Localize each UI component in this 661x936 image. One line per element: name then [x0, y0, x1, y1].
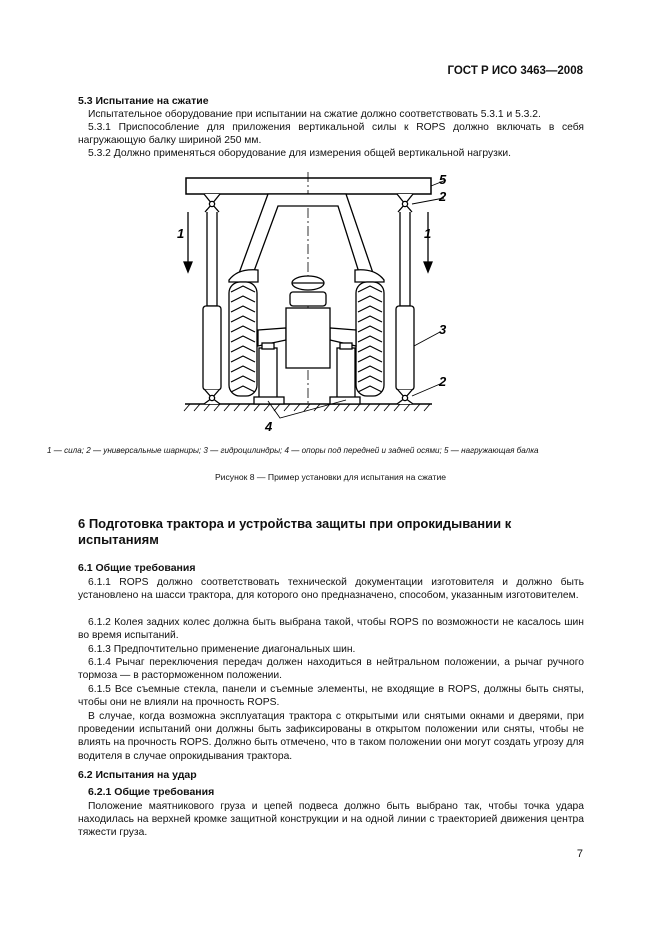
- paragraph-6-1-1: 6.1.1 ROPS должно соответствовать технической документации изготовителя и должно быть установлено на шасси трактора, для которого оно предназначено, способом, указанным изготовителем.: [78, 577, 584, 602]
- paragraph-6-1-5: 6.1.5 Все съемные стекла, панели и съемные элементы, не входящие в ROPS, должны быть сняты, чтобы они не влияли на прочность ROPS.: [78, 684, 584, 709]
- paragraph-6-1-2: 6.1.2 Колея задних колес должна быть выбрана такой, чтобы ROPS по возможности не касалось шин во время испытаний.: [78, 617, 584, 642]
- right-hydraulic-cylinder: [396, 306, 414, 390]
- paragraph-6-1-5-continued: В случае, когда возможна эксплуатация трактора с открытыми или снятыми окнами и дверями, при проведении испытаний они должны быть зафиксированы в открытом положении или сняты, чтобы не влиять на прочность ROPS. Должно быть отмечено, что в таком положении они могут создать угрозу для водителя в случае опрокидывания трактора.: [78, 711, 584, 762]
- right-rear-tyre: [356, 282, 384, 396]
- section-5-3-heading: 5.3 Испытание на сжатие: [78, 95, 209, 107]
- figure-caption: Рисунок 8 — Пример установки для испытания на сжатие: [214, 472, 447, 482]
- paragraph-6-2-1: Положение маятникового груза и цепей подвеса должно быть выбрано так, чтобы точка удара находилась на верхней кромке защитной конструкции и на одной линии с траекторией движения центра тяжести груза.: [78, 801, 584, 839]
- callout-2-bottom: 2: [439, 374, 447, 389]
- section-5-3-intro: Испытательное оборудование при испытании на сжатие должно соответствовать 5.3.1 и 5.3.2.: [88, 109, 541, 120]
- callout-4: 4: [265, 419, 273, 434]
- left-axle-support: [259, 348, 277, 398]
- callout-1-right: 1: [424, 226, 432, 241]
- paragraph-5-3-2: 5.3.2 Должно применяться оборудование для измерения общей вертикальной нагрузки.: [88, 148, 511, 159]
- section-6-heading: 6 Подготовка трактора и устройства защиты при опрокидывании к испытаниям: [78, 516, 512, 547]
- ground-hatching: [184, 404, 430, 411]
- paragraph-6-1-4: 6.1.4 Рычаг переключения передач должен находиться в нейтральном положении, а рычаг ручного тормоза — в расторможенном положении.: [78, 657, 584, 682]
- callout-2-top: 2: [439, 189, 447, 204]
- rops-frame: [238, 194, 374, 282]
- left-rear-tyre: [229, 282, 257, 396]
- page-number: 7: [576, 848, 583, 860]
- callout-1-left: 1: [177, 226, 185, 241]
- callout-3: 3: [439, 322, 447, 337]
- section-6-1-heading: 6.1 Общие требования: [78, 562, 196, 574]
- document-header: ГОСТ Р ИСО 3463—2008: [447, 65, 583, 77]
- left-cylinder-rod: [207, 210, 217, 306]
- right-cylinder-rod: [400, 210, 410, 306]
- figure-legend: 1 — сила; 2 — универсальные шарниры; 3 — гидроцилиндры; 4 — опоры под передней и задней осями; 5 — нагружающая балка: [47, 446, 539, 455]
- transmission-body: [286, 308, 330, 368]
- left-hydraulic-cylinder: [203, 306, 221, 390]
- figure-8-compression-test-setup: [170, 168, 470, 440]
- left-fender: [229, 270, 258, 282]
- seat: [290, 292, 326, 306]
- right-axle-support: [337, 348, 355, 398]
- section-6-2-1-heading: 6.2.1 Общие требования: [88, 786, 215, 798]
- right-fender: [355, 270, 384, 282]
- paragraph-5-3-1: 5.3.1 Приспособление для приложения вертикальной силы к ROPS должно включать в себя нагружающую балку шириной 250 мм.: [78, 122, 584, 147]
- paragraph-6-1-3: 6.1.3 Предпочтительно применение диагональных шин.: [88, 644, 356, 655]
- callout-5: 5: [439, 172, 447, 187]
- section-6-2-heading: 6.2 Испытания на удар: [78, 769, 197, 781]
- loading-beam: [186, 178, 431, 194]
